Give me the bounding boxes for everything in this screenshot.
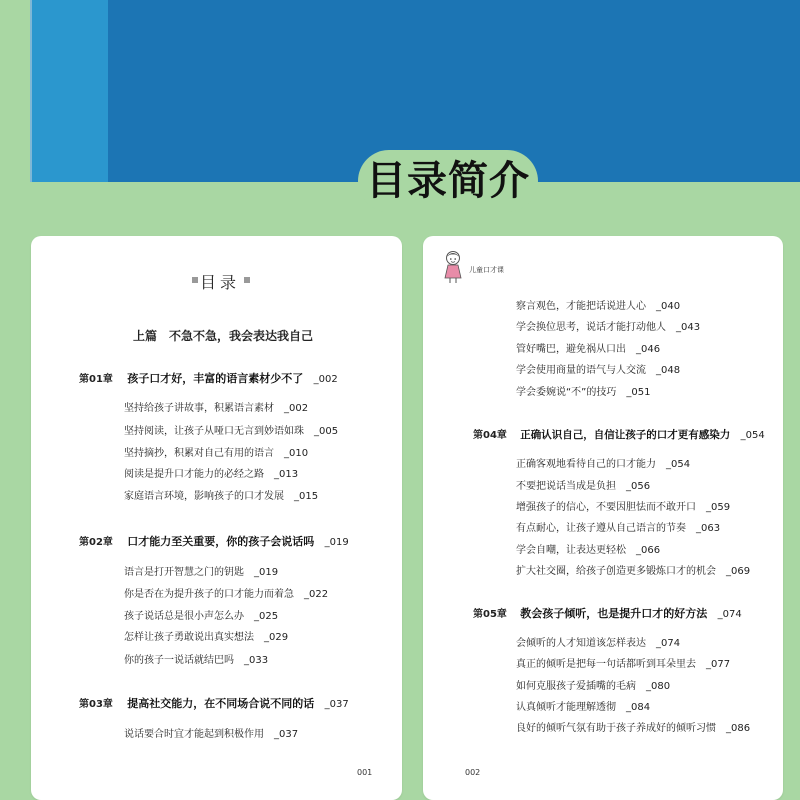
- toc-entry: 认真倾听才能理解透彻 _084: [516, 702, 651, 713]
- chapter-heading: [473, 428, 765, 443]
- page-number: 001: [357, 768, 373, 777]
- toc-entry: 有点耐心，让孩子遵从自己语言的节奏 _063: [516, 523, 721, 534]
- toc-entry: 良好的倾听气氛有助于孩子养成好的倾听习惯 _086: [516, 723, 751, 734]
- chapter-heading: [473, 607, 742, 622]
- toc-entry: 家庭语言环境，影响孩子的口才发展 _015: [124, 491, 319, 502]
- toc-heading-ornament-right: [244, 277, 250, 283]
- toc-entry: 会倾听的人才知道该怎样表达 _074: [516, 638, 681, 649]
- toc-heading: 目录: [199, 273, 240, 292]
- main-title: 目录简介: [366, 158, 530, 204]
- header-edge-line: [30, 0, 32, 182]
- toc-entry: 坚持摘抄，积累对自己有用的语言 _010: [124, 448, 309, 459]
- chapter-page: _054: [740, 430, 765, 441]
- part-title: 上篇 不急不急，我会表达我自己: [133, 329, 314, 343]
- toc-entry: 阅读是提升口才能力的必经之路 _013: [124, 469, 299, 480]
- chapter-title: 教会孩子倾听，也是提升口才的好方法: [520, 607, 708, 620]
- toc-entry: 不要把说话当成是负担 _056: [516, 481, 651, 492]
- toc-entry: 管好嘴巴，避免祸从口出 _046: [516, 344, 661, 355]
- chapter-heading: [79, 697, 349, 712]
- chapter-number: 第01章: [79, 374, 113, 385]
- chapter-title: 正确认识自己，自信让孩子的口才更有感染力: [520, 429, 731, 441]
- chapter-number: 第05章: [473, 609, 507, 620]
- header-edge-strip: [0, 0, 31, 182]
- chapter-title: 提高社交能力，在不同场合说不同的话: [127, 697, 315, 710]
- toc-entry: 如何克服孩子爱插嘴的毛病 _080: [516, 681, 671, 692]
- chapter-page: _074: [717, 609, 742, 620]
- toc-entry: 察言观色，才能把话说进人心 _040: [516, 301, 681, 312]
- toc-entry: 坚持阅读，让孩子从哑口无言到妙语如珠 _005: [124, 426, 339, 437]
- chapter-number: 第02章: [79, 537, 113, 548]
- left-page: [31, 236, 402, 800]
- toc-entry: 学会换位思考，说话才能打动他人 _043: [516, 322, 701, 333]
- toc-entry: 你的孩子一说话就结巴吗 _033: [124, 655, 269, 666]
- toc-entry: 坚持给孩子讲故事，积累语言素材 _002: [124, 403, 309, 414]
- page-number: 002: [465, 768, 481, 777]
- running-head: 儿童口才课: [469, 266, 504, 274]
- toc-entry: 学会使用商量的语气与人交流 _048: [516, 365, 681, 376]
- toc-entry: 说话要合时宜才能起到积极作用 _037: [124, 729, 299, 740]
- toc-entry: 增强孩子的信心，不要因胆怯而不敢开口 _059: [516, 502, 731, 513]
- chapter-heading: [79, 372, 338, 387]
- toc-entry: 真正的倾听是把每一句话都听到耳朵里去 _077: [516, 659, 731, 670]
- toc-entry: 语言是打开智慧之门的钥匙 _019: [124, 567, 279, 578]
- girl-illustration-icon: [441, 250, 465, 284]
- toc-entry: 孩子说话总是很小声怎么办 _025: [124, 611, 279, 622]
- chapter-page: _037: [324, 699, 349, 710]
- toc-entry: 扩大社交圈，给孩子创造更多锻炼口才的机会 _069: [516, 566, 751, 577]
- chapter-number: 第04章: [473, 430, 507, 441]
- toc-entry: 你是否在为提升孩子的口才能力而着急 _022: [124, 589, 329, 600]
- chapter-title: 口才能力至关重要，你的孩子会说话吗: [127, 535, 315, 548]
- toc-entry: 正确客观地看待自己的口才能力 _054: [516, 459, 691, 470]
- chapter-page: _019: [324, 537, 349, 548]
- chapter-heading: [79, 535, 349, 550]
- toc-entry: 学会自嘲，让表达更轻松 _066: [516, 545, 661, 556]
- chapter-number: 第03章: [79, 699, 113, 710]
- toc-entry: 怎样让孩子勇敢说出真实想法 _029: [124, 632, 289, 643]
- chapter-title: 孩子口才好，丰富的语言素材少不了: [127, 372, 304, 385]
- toc-entry: 学会委婉说“不”的技巧 _051: [516, 387, 651, 398]
- chapter-page: _002: [313, 374, 338, 385]
